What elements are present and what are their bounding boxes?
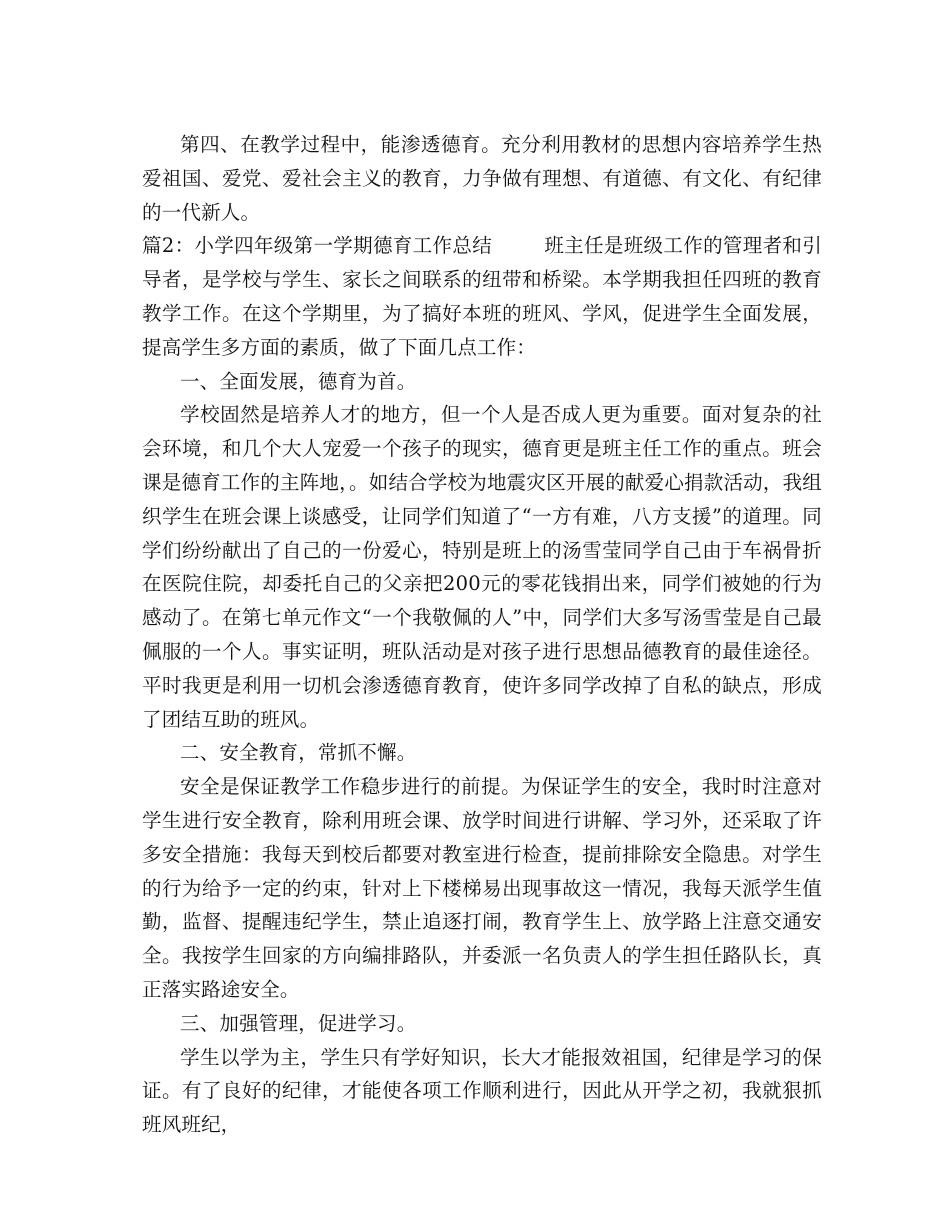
article-2-intro-text: 班主任是班级工作的管理者和引导者，是学校与学生、家长之间联系的纽带和桥梁。本学期我担任四班的教育教学工作。在这个学期里，为了搞好本班的班风、学风，促进学生全面发展，提高学生多方面的素质，做了下面几点工作：: [142, 234, 822, 359]
title-spacer: [492, 234, 544, 257]
document-page: [142, 128, 822, 1142]
section-heading-3: 三、加强管理，促进学习。: [180, 1011, 417, 1035]
paragraph-article-2-intro: [142, 229, 822, 364]
section-heading-2: 二、安全教育，常抓不懈。: [180, 741, 417, 765]
paragraph-safety-education: 安全是保证教学工作稳步进行的前提。为保证学生的安全，我时时注意对学生进行安全教育，除利用班会课、放学时间进行讲解、学习外，还采取了许多安全措施：我每天到校后都要对教室进行检查，提前排除安全隐患。对学生的行为给予一定的约束，针对上下楼梯易出现事故这一情况，我每天派学生值勤，监督、提醒违纪学生，禁止追逐打闹，教育学生上、放学路上注意交通安全。我按学生回家的方向编排路队，并委派一名负责人的学生担任路队长，真正落实路途安全。: [142, 775, 822, 1001]
paragraph-management-learning: 学生以学为主，学生只有学好知识，长大才能报效祖国，纪律是学习的保证。有了良好的纪律，才能使各项工作顺利进行，因此从开学之初，我就狠抓班风班纪，: [142, 1045, 822, 1137]
paragraph-moral-education-in-teaching: 第四、在教学过程中，能渗透德育。充分利用教材的思想内容培养学生热爱祖国、爱党、爱社会主义的教育，力争做有理想、有道德、有文化、有纪律的一代新人。: [142, 133, 822, 224]
paragraph-moral-education: 学校固然是培养人才的地方，但一个人是否成人更为重要。面对复杂的社会环境，和几个大人宠爱一个孩子的现实，德育更是班主任工作的重点。班会课是德育工作的主阵地，。如结合学校为地震灾区开展的献爱心捐款活动，我组织学生在班会课上谈感受，让同学们知道了“一方有难，八方支援”的道理。同学们纷纷献出了自己的一份爱心，特别是班上的汤雪莹同学自己由于车祸骨折在医院住院，却委托自己的父亲把200元的零花钱捐出来，同学们被她的行为感动了。在第七单元作文“一个我敬佩的人”中，同学们大多写汤雪莹是自己最佩服的一个人。事实证明，班队活动是对孩子进行思想品德教育的最佳途径。平时我更是利用一切机会渗透德育教育，使许多同学改掉了自私的缺点，形成了团结互助的班风。: [142, 403, 822, 731]
article-2-title: 篇2：小学四年级第一学期德育工作总结: [142, 234, 493, 258]
section-heading-1: 一、全面发展，德育为首。: [180, 369, 417, 393]
